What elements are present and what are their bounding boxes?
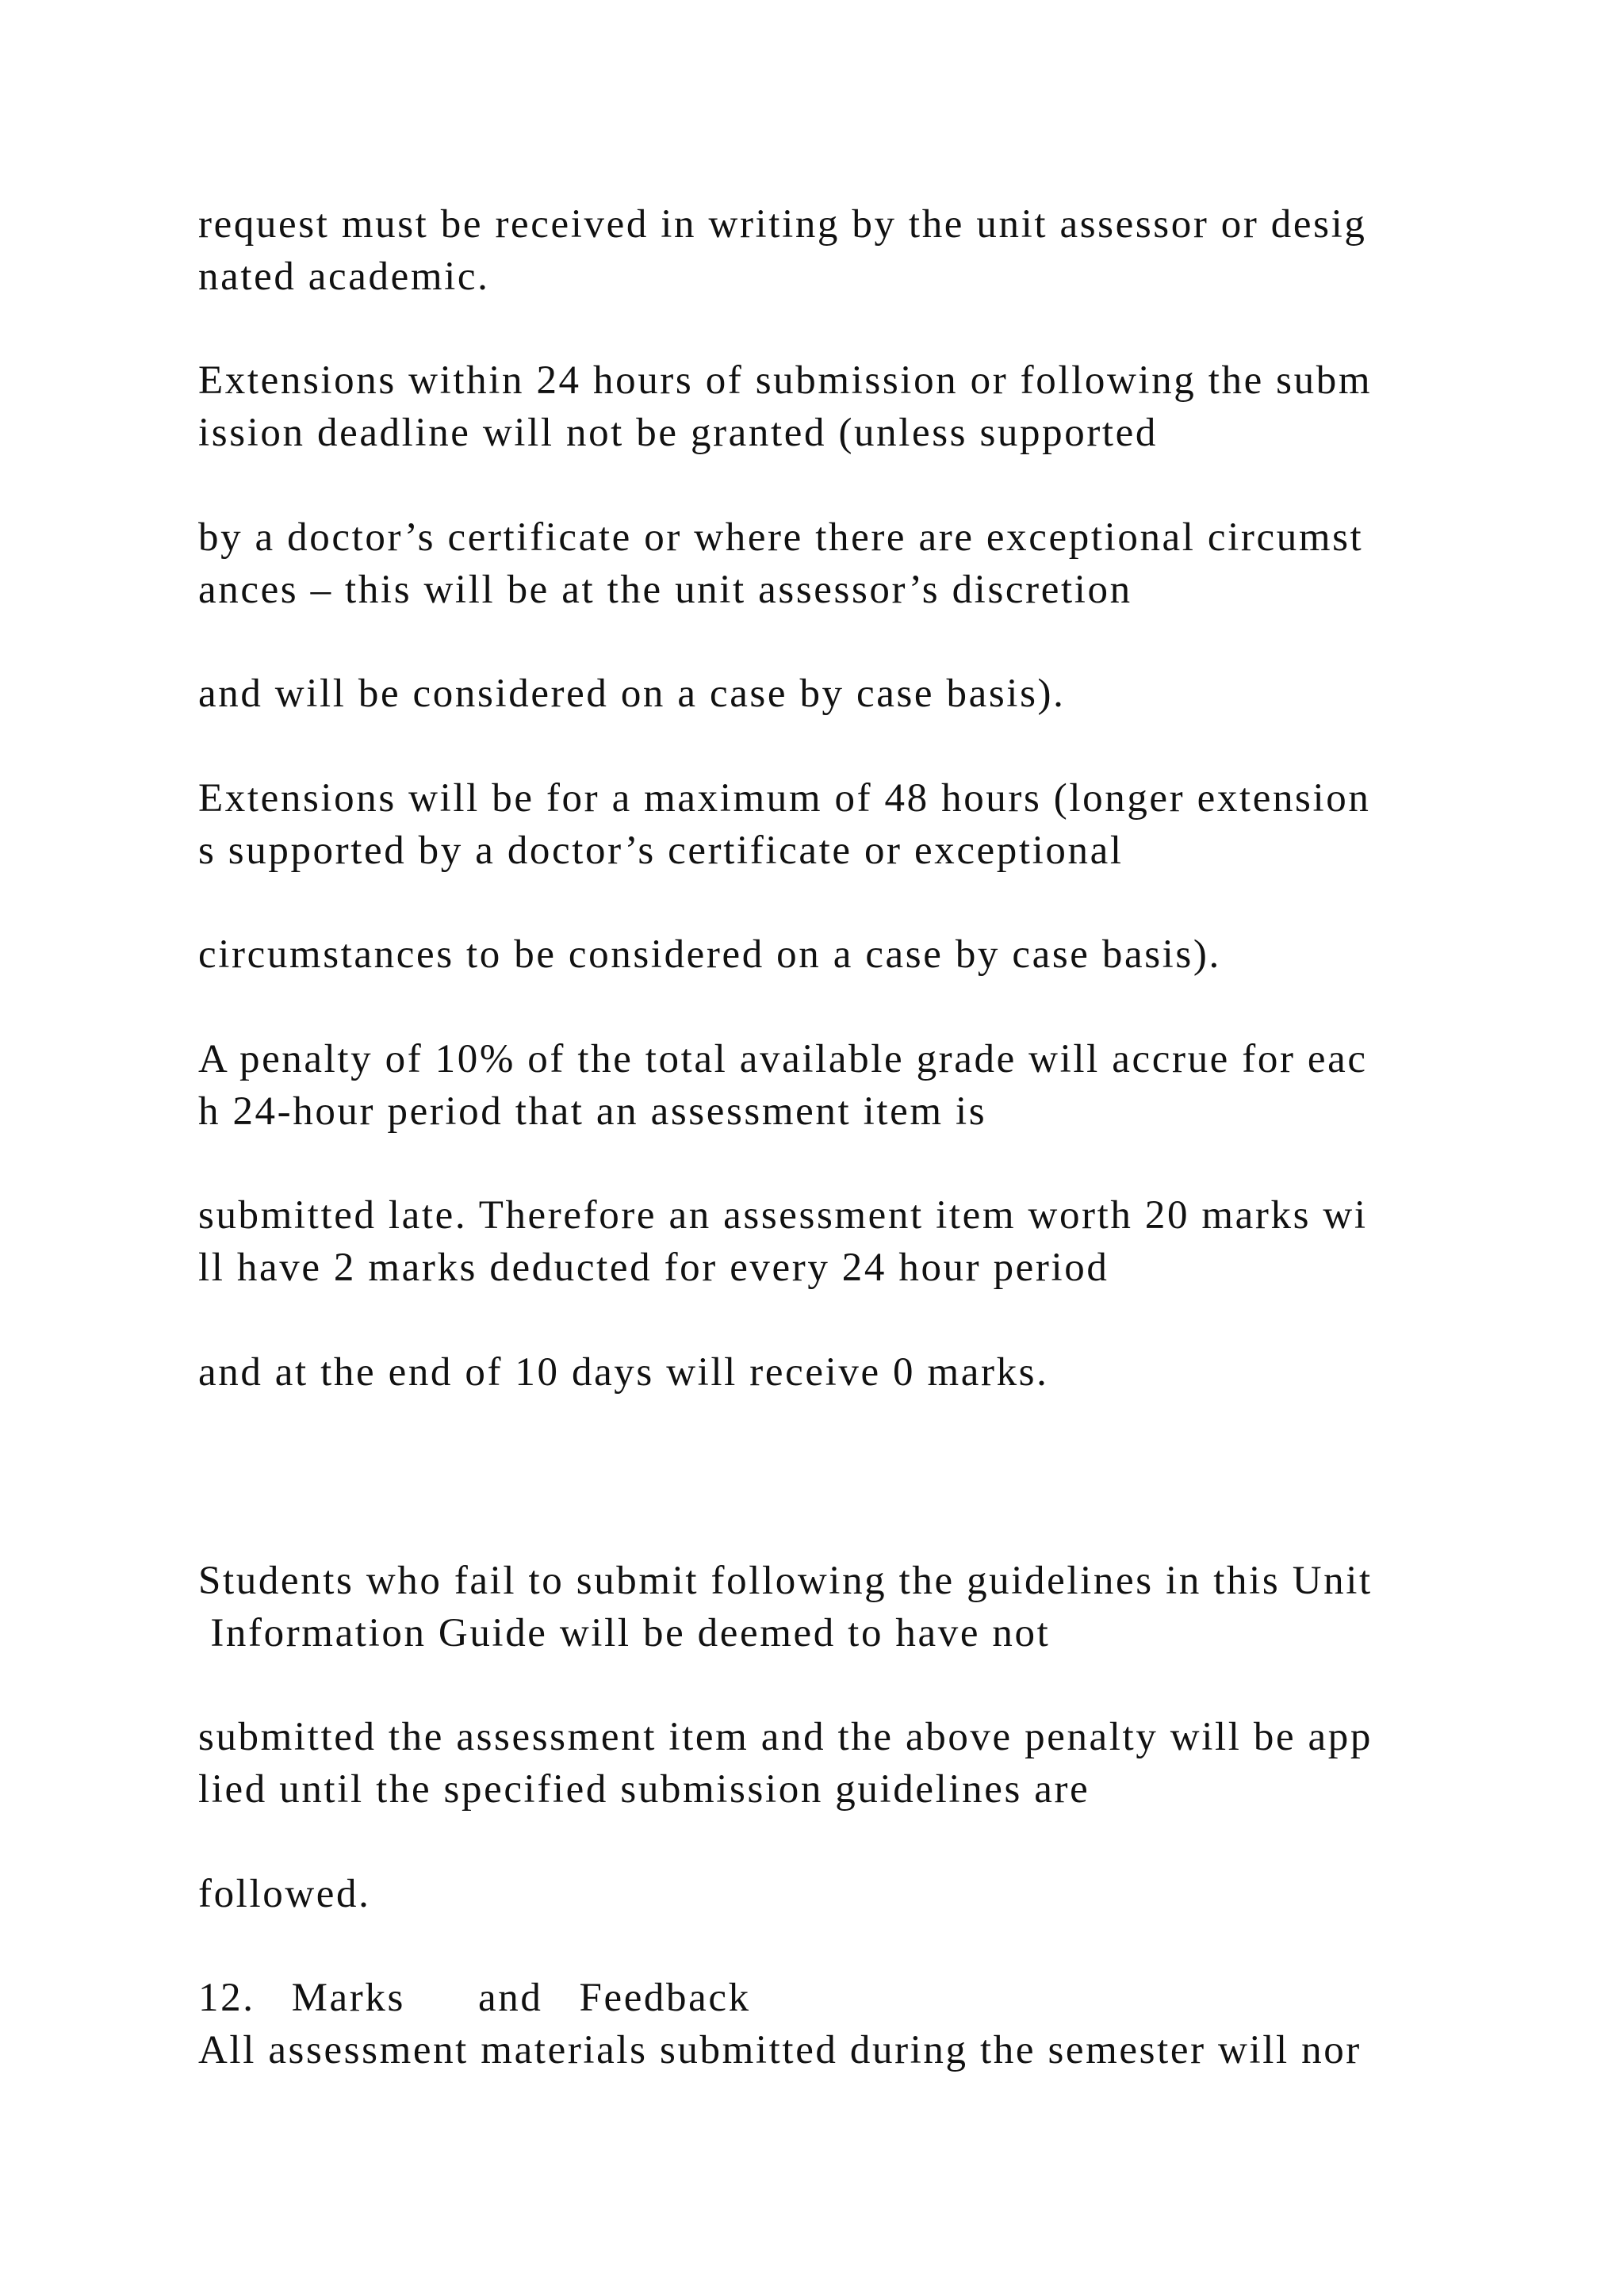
text-line: ission deadline will not be granted (unless supported xyxy=(198,411,1159,455)
text-line: submitted the assessment item and the above penalty will be app xyxy=(198,1715,1373,1759)
text-line: nated academic. xyxy=(198,254,490,299)
section-heading: 12. Marks and Feedback xyxy=(198,1976,751,2020)
text-line: Extensions within 24 hours of submission or following the subm xyxy=(198,358,1373,403)
text-line: A penalty of 10% of the total available grade will accrue for eac xyxy=(198,1037,1368,1081)
text-line: circumstances to be considered on a case by case basis). xyxy=(198,932,1221,977)
text-line: followed. xyxy=(198,1872,371,1916)
text-line: by a doctor’s certificate or where there are exceptional circumst xyxy=(198,515,1364,560)
text-line: and at the end of 10 days will receive 0 marks. xyxy=(198,1350,1049,1395)
text-line: s supported by a doctor’s certificate or exceptional xyxy=(198,828,1124,873)
text-line: submitted late. Therefore an assessment item worth 20 marks wi xyxy=(198,1193,1368,1238)
text-line: Information Guide will be deemed to have not xyxy=(198,1611,1051,1655)
text-line: ll have 2 marks deducted for every 24 hour period xyxy=(198,1246,1109,1290)
text-line: ances – this will be at the unit assessor’s discretion xyxy=(198,568,1132,612)
text-line: and will be considered on a case by case basis). xyxy=(198,672,1066,716)
text-line: h 24-hour period that an assessment item is xyxy=(198,1089,987,1134)
text-line: Extensions will be for a maximum of 48 hours (longer extension xyxy=(198,776,1371,821)
text-line: Students who fail to submit following the guidelines in this Unit xyxy=(198,1559,1373,1603)
text-line: lied until the specified submission guidelines are xyxy=(198,1767,1090,1812)
text-line: All assessment materials submitted during the semester will nor xyxy=(198,2028,1362,2072)
text-line: request must be received in writing by the unit assessor or desig xyxy=(198,202,1367,247)
